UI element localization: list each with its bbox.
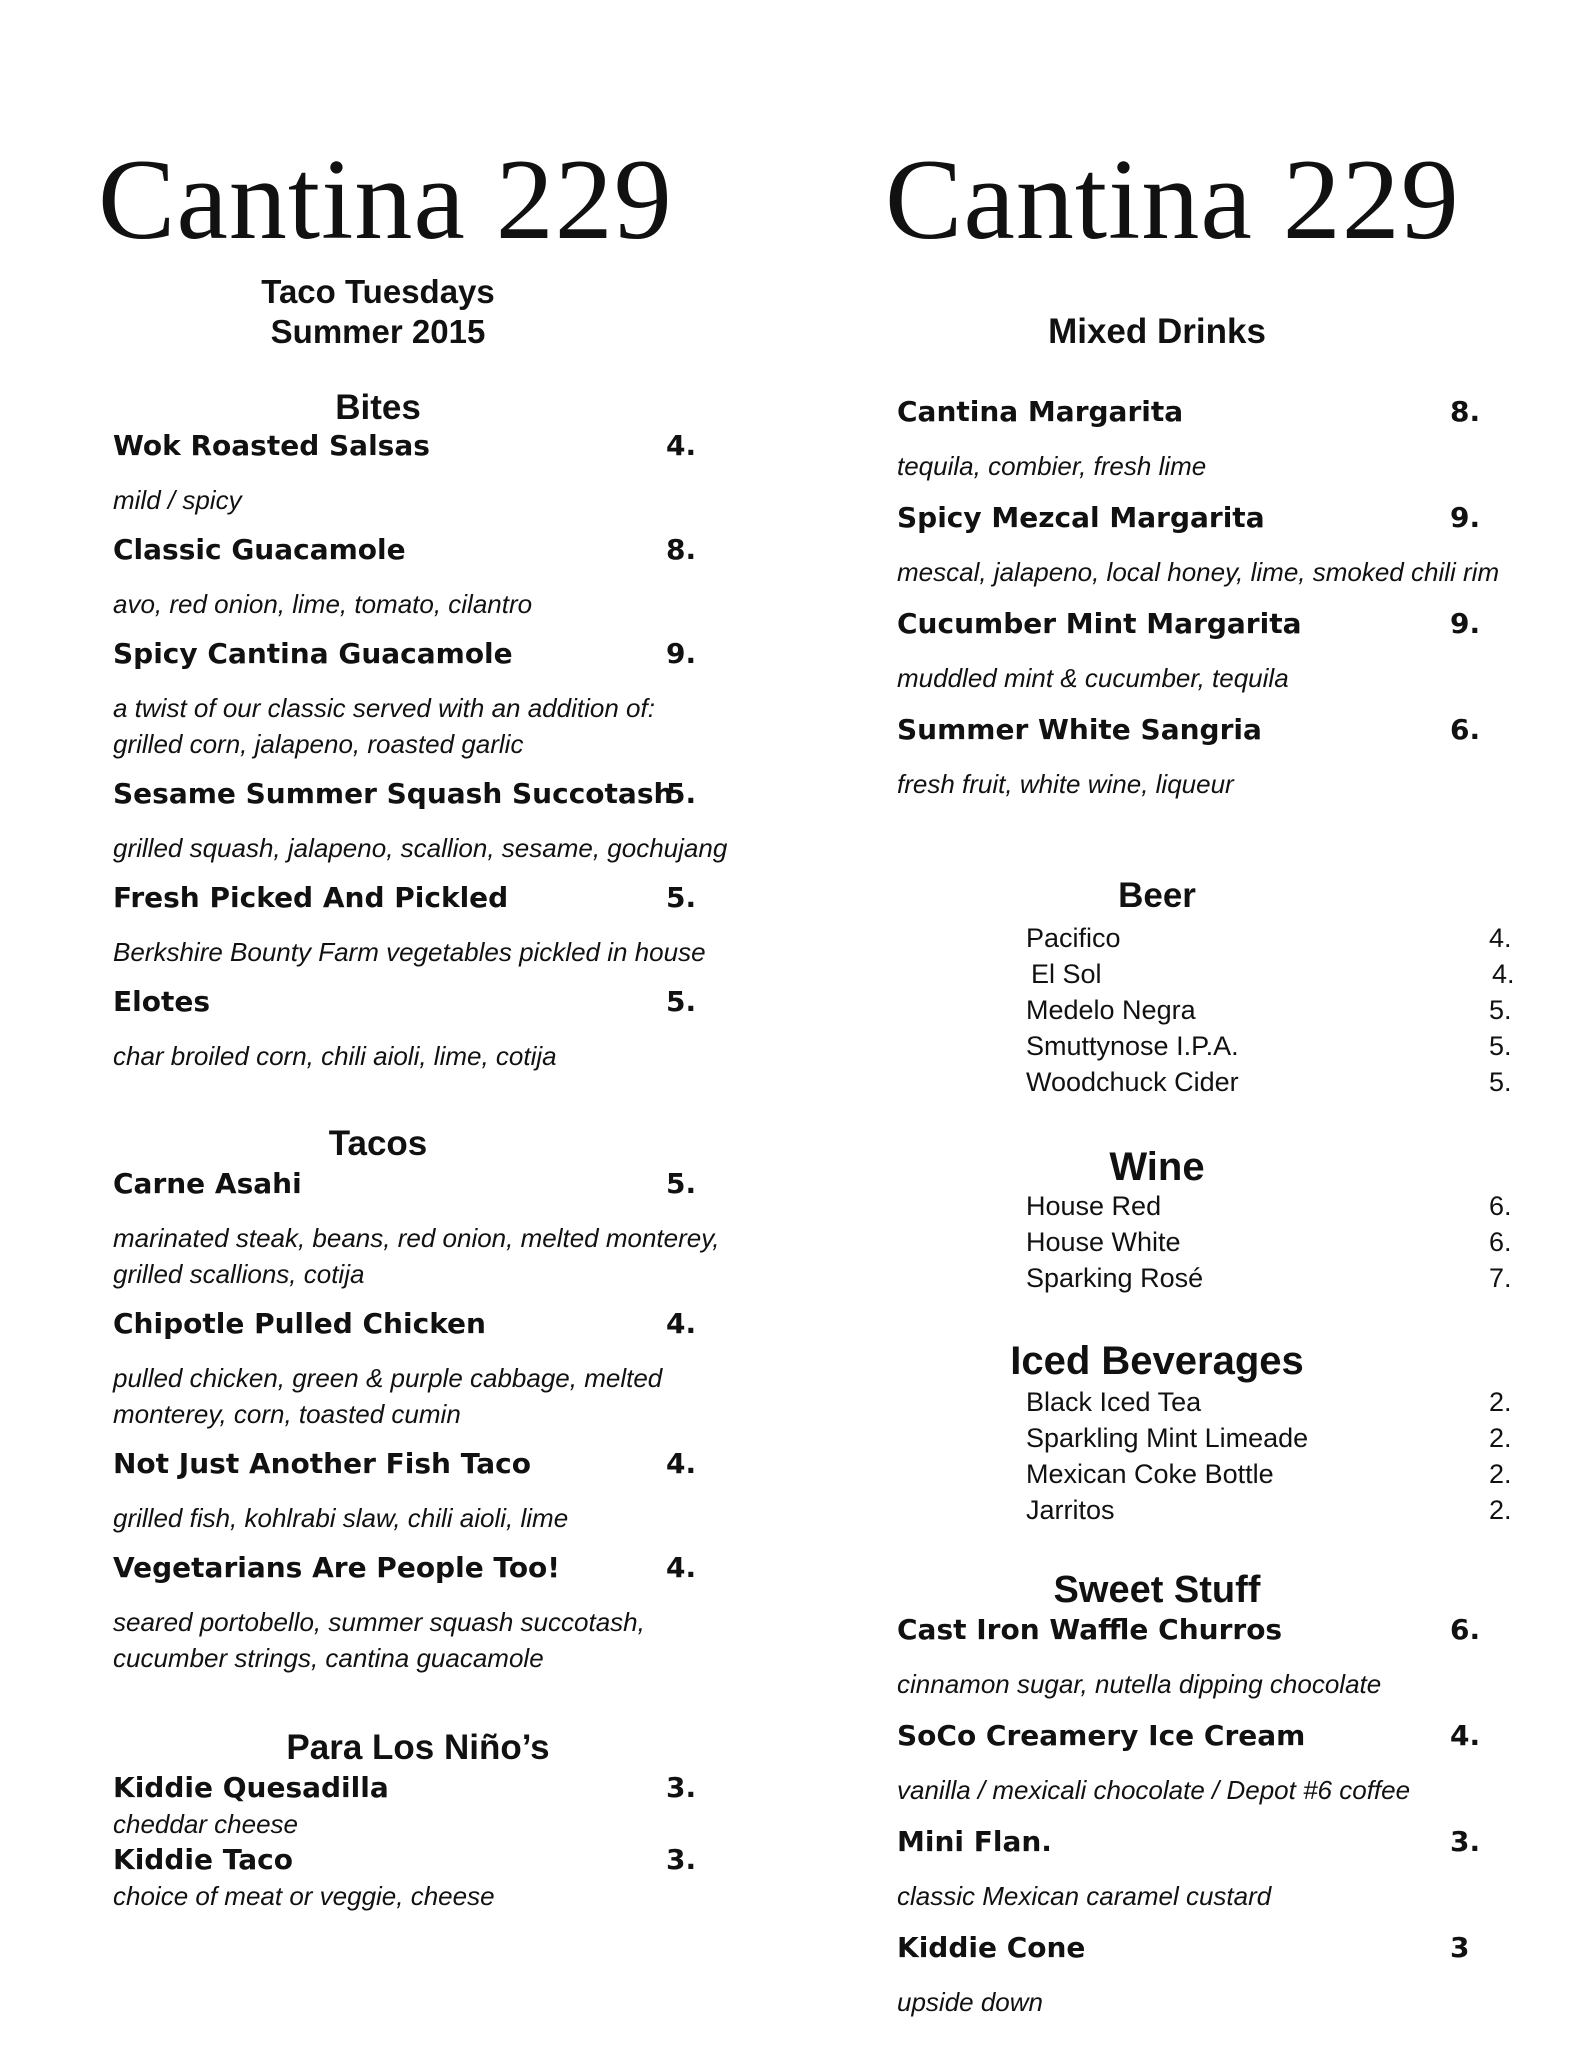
menu-item-price: 9. <box>1450 607 1481 640</box>
menu-item-name: Cantina Margarita <box>897 395 1184 428</box>
menu-item-description: char broiled corn, chili aioli, lime, cotija <box>113 1041 557 1071</box>
menu-item-price: 9. <box>1450 501 1481 534</box>
section-heading-iced-beverages: Iced Beverages <box>1010 1339 1304 1383</box>
menu-item-description: grilled fish, kohlrabi slaw, chili aioli, lime <box>113 1503 569 1533</box>
menu-item-price: 4. <box>666 1551 697 1584</box>
section-heading-bites: Bites <box>335 388 421 427</box>
beer-item-price: 5. <box>1489 1031 1512 1061</box>
menu-item-name: SoCo Creamery Ice Cream <box>897 1719 1306 1752</box>
beer-item-price: 5. <box>1489 995 1512 1025</box>
menu-item-description: choice of meat or veggie, cheese <box>113 1881 495 1911</box>
wine-item-price: 7. <box>1489 1263 1512 1293</box>
menu-item-description: grilled squash, jalapeno, scallion, sesame, gochujang <box>113 833 728 863</box>
section-heading-mixed-drinks: Mixed Drinks <box>1048 312 1266 351</box>
iced-item-price: 2. <box>1489 1495 1512 1525</box>
menu-item-description: monterey, corn, toasted cumin <box>113 1399 461 1429</box>
menu-item-name: Mini Flan. <box>897 1825 1052 1858</box>
wine-item-name: House Red <box>1026 1191 1162 1221</box>
wine-item-name: House White <box>1026 1227 1181 1257</box>
menu-item-name: Wok Roasted Salsas <box>113 429 430 462</box>
menu-item-price: 5. <box>666 985 697 1018</box>
wine-item-price: 6. <box>1489 1191 1512 1221</box>
menu-item-description: marinated steak, beans, red onion, melted monterey, <box>113 1223 720 1253</box>
menu-item-name: Carne Asahi <box>113 1167 302 1200</box>
subtitle-line: Taco Tuesdays <box>261 273 495 310</box>
wine-item-name: Sparking Rosé <box>1026 1263 1204 1293</box>
menu-item-name: Cast Iron Waffle Churros <box>897 1613 1283 1646</box>
menu-item-description: mescal, jalapeno, local honey, lime, smoked chili rim <box>897 557 1500 587</box>
menu-item-name: Kiddie Quesadilla <box>113 1771 389 1804</box>
menu-item-price: 3. <box>1450 1825 1481 1858</box>
beer-item-name: Woodchuck Cider <box>1026 1067 1239 1097</box>
menu-item-description: fresh fruit, white wine, liqueur <box>897 769 1234 799</box>
menu-item-name: Spicy Cantina Guacamole <box>113 637 513 670</box>
menu-item-description: grilled scallions, cotija <box>113 1259 365 1289</box>
menu-item-description: grilled corn, jalapeno, roasted garlic <box>113 729 524 759</box>
section-heading-kids: Para Los Niño’s <box>286 1728 550 1767</box>
brand-title-left: Cantina 229 <box>98 136 673 264</box>
section-heading-tacos: Tacos <box>328 1124 428 1163</box>
iced-item-name: Jarritos <box>1026 1495 1115 1525</box>
menu-item-name: Classic Guacamole <box>113 533 406 566</box>
menu-item-name: Sesame Summer Squash Succotash <box>113 777 674 810</box>
beer-item-price: 5. <box>1489 1067 1512 1097</box>
menu-item-description: cucumber strings, cantina guacamole <box>113 1643 544 1673</box>
menu-item-name: Not Just Another Fish Taco <box>113 1447 531 1480</box>
beer-item-price: 4. <box>1492 959 1515 989</box>
menu-item-name: Spicy Mezcal Margarita <box>897 501 1265 534</box>
section-heading-sweet-stuff: Sweet Stuff <box>1053 1569 1261 1611</box>
menu-item-price: 9. <box>666 637 697 670</box>
menu-item-description: a twist of our classic served with an addition of: <box>113 693 655 723</box>
section-heading-beer: Beer <box>1118 876 1196 915</box>
menu-item-description: cinnamon sugar, nutella dipping chocolate <box>897 1669 1382 1699</box>
section-heading-wine: Wine <box>1109 1145 1205 1189</box>
menu-item-price: 3. <box>666 1843 697 1876</box>
menu-item-description: seared portobello, summer squash succotash, <box>113 1607 645 1637</box>
iced-item-price: 2. <box>1489 1423 1512 1453</box>
wine-item-price: 6. <box>1489 1227 1512 1257</box>
beer-item-price: 4. <box>1489 923 1512 953</box>
menu-item-price: 4. <box>666 1307 697 1340</box>
menu-item-price: 5. <box>666 777 697 810</box>
menu-item-name: Vegetarians Are People Too! <box>113 1551 561 1584</box>
menu-item-price: 6. <box>1450 713 1481 746</box>
menu-item-name: Fresh Picked And Pickled <box>113 881 509 914</box>
iced-item-price: 2. <box>1489 1387 1512 1417</box>
subtitle-line: Summer 2015 <box>270 313 486 350</box>
menu-item-price: 5. <box>666 881 697 914</box>
menu-item-price: 4. <box>1450 1719 1481 1752</box>
menu-item-description: avo, red onion, lime, tomato, cilantro <box>113 589 533 619</box>
menu-item-name: Chipotle Pulled Chicken <box>113 1307 486 1340</box>
menu-item-price: 4. <box>666 429 697 462</box>
menu-item-description: muddled mint & cucumber, tequila <box>897 663 1289 693</box>
menu-item-description: classic Mexican caramel custard <box>897 1881 1272 1911</box>
menu-item-price: 5. <box>666 1167 697 1200</box>
menu-item-price: 3 <box>1450 1931 1470 1964</box>
brand-title-right: Cantina 229 <box>885 136 1460 264</box>
beer-item-name: Medelo Negra <box>1026 995 1196 1025</box>
menu-item-description: pulled chicken, green & purple cabbage, melted <box>113 1363 663 1393</box>
menu-item-description: Berkshire Bounty Farm vegetables pickled in house <box>113 937 706 967</box>
menu-item-name: Kiddie Taco <box>113 1843 293 1876</box>
beer-item-name: Pacifico <box>1026 923 1121 953</box>
beer-item-name: Smuttynose I.P.A. <box>1026 1031 1239 1061</box>
iced-item-name: Black Iced Tea <box>1026 1387 1202 1417</box>
menu-item-price: 8. <box>1450 395 1481 428</box>
menu-item-name: Kiddie Cone <box>897 1931 1086 1964</box>
menu-item-description: mild / spicy <box>113 485 242 515</box>
menu-item-description: tequila, combier, fresh lime <box>897 451 1207 481</box>
menu-item-name: Summer White Sangria <box>897 713 1262 746</box>
menu-item-price: 6. <box>1450 1613 1481 1646</box>
iced-item-price: 2. <box>1489 1459 1512 1489</box>
menu-item-description: upside down <box>897 1987 1043 2017</box>
iced-item-name: Sparkling Mint Limeade <box>1026 1423 1309 1453</box>
menu-item-price: 8. <box>666 533 697 566</box>
menu-item-description: cheddar cheese <box>113 1809 299 1839</box>
beer-item-name: El Sol <box>1031 959 1102 989</box>
menu-subtitle <box>178 272 578 352</box>
menu-item-name: Elotes <box>113 985 211 1018</box>
iced-item-name: Mexican Coke Bottle <box>1026 1459 1274 1489</box>
menu-item-name: Cucumber Mint Margarita <box>897 607 1302 640</box>
menu-item-price: 4. <box>666 1447 697 1480</box>
menu-item-description: vanilla / mexicali chocolate / Depot #6 coffee <box>897 1775 1411 1805</box>
menu-item-price: 3. <box>666 1771 697 1804</box>
